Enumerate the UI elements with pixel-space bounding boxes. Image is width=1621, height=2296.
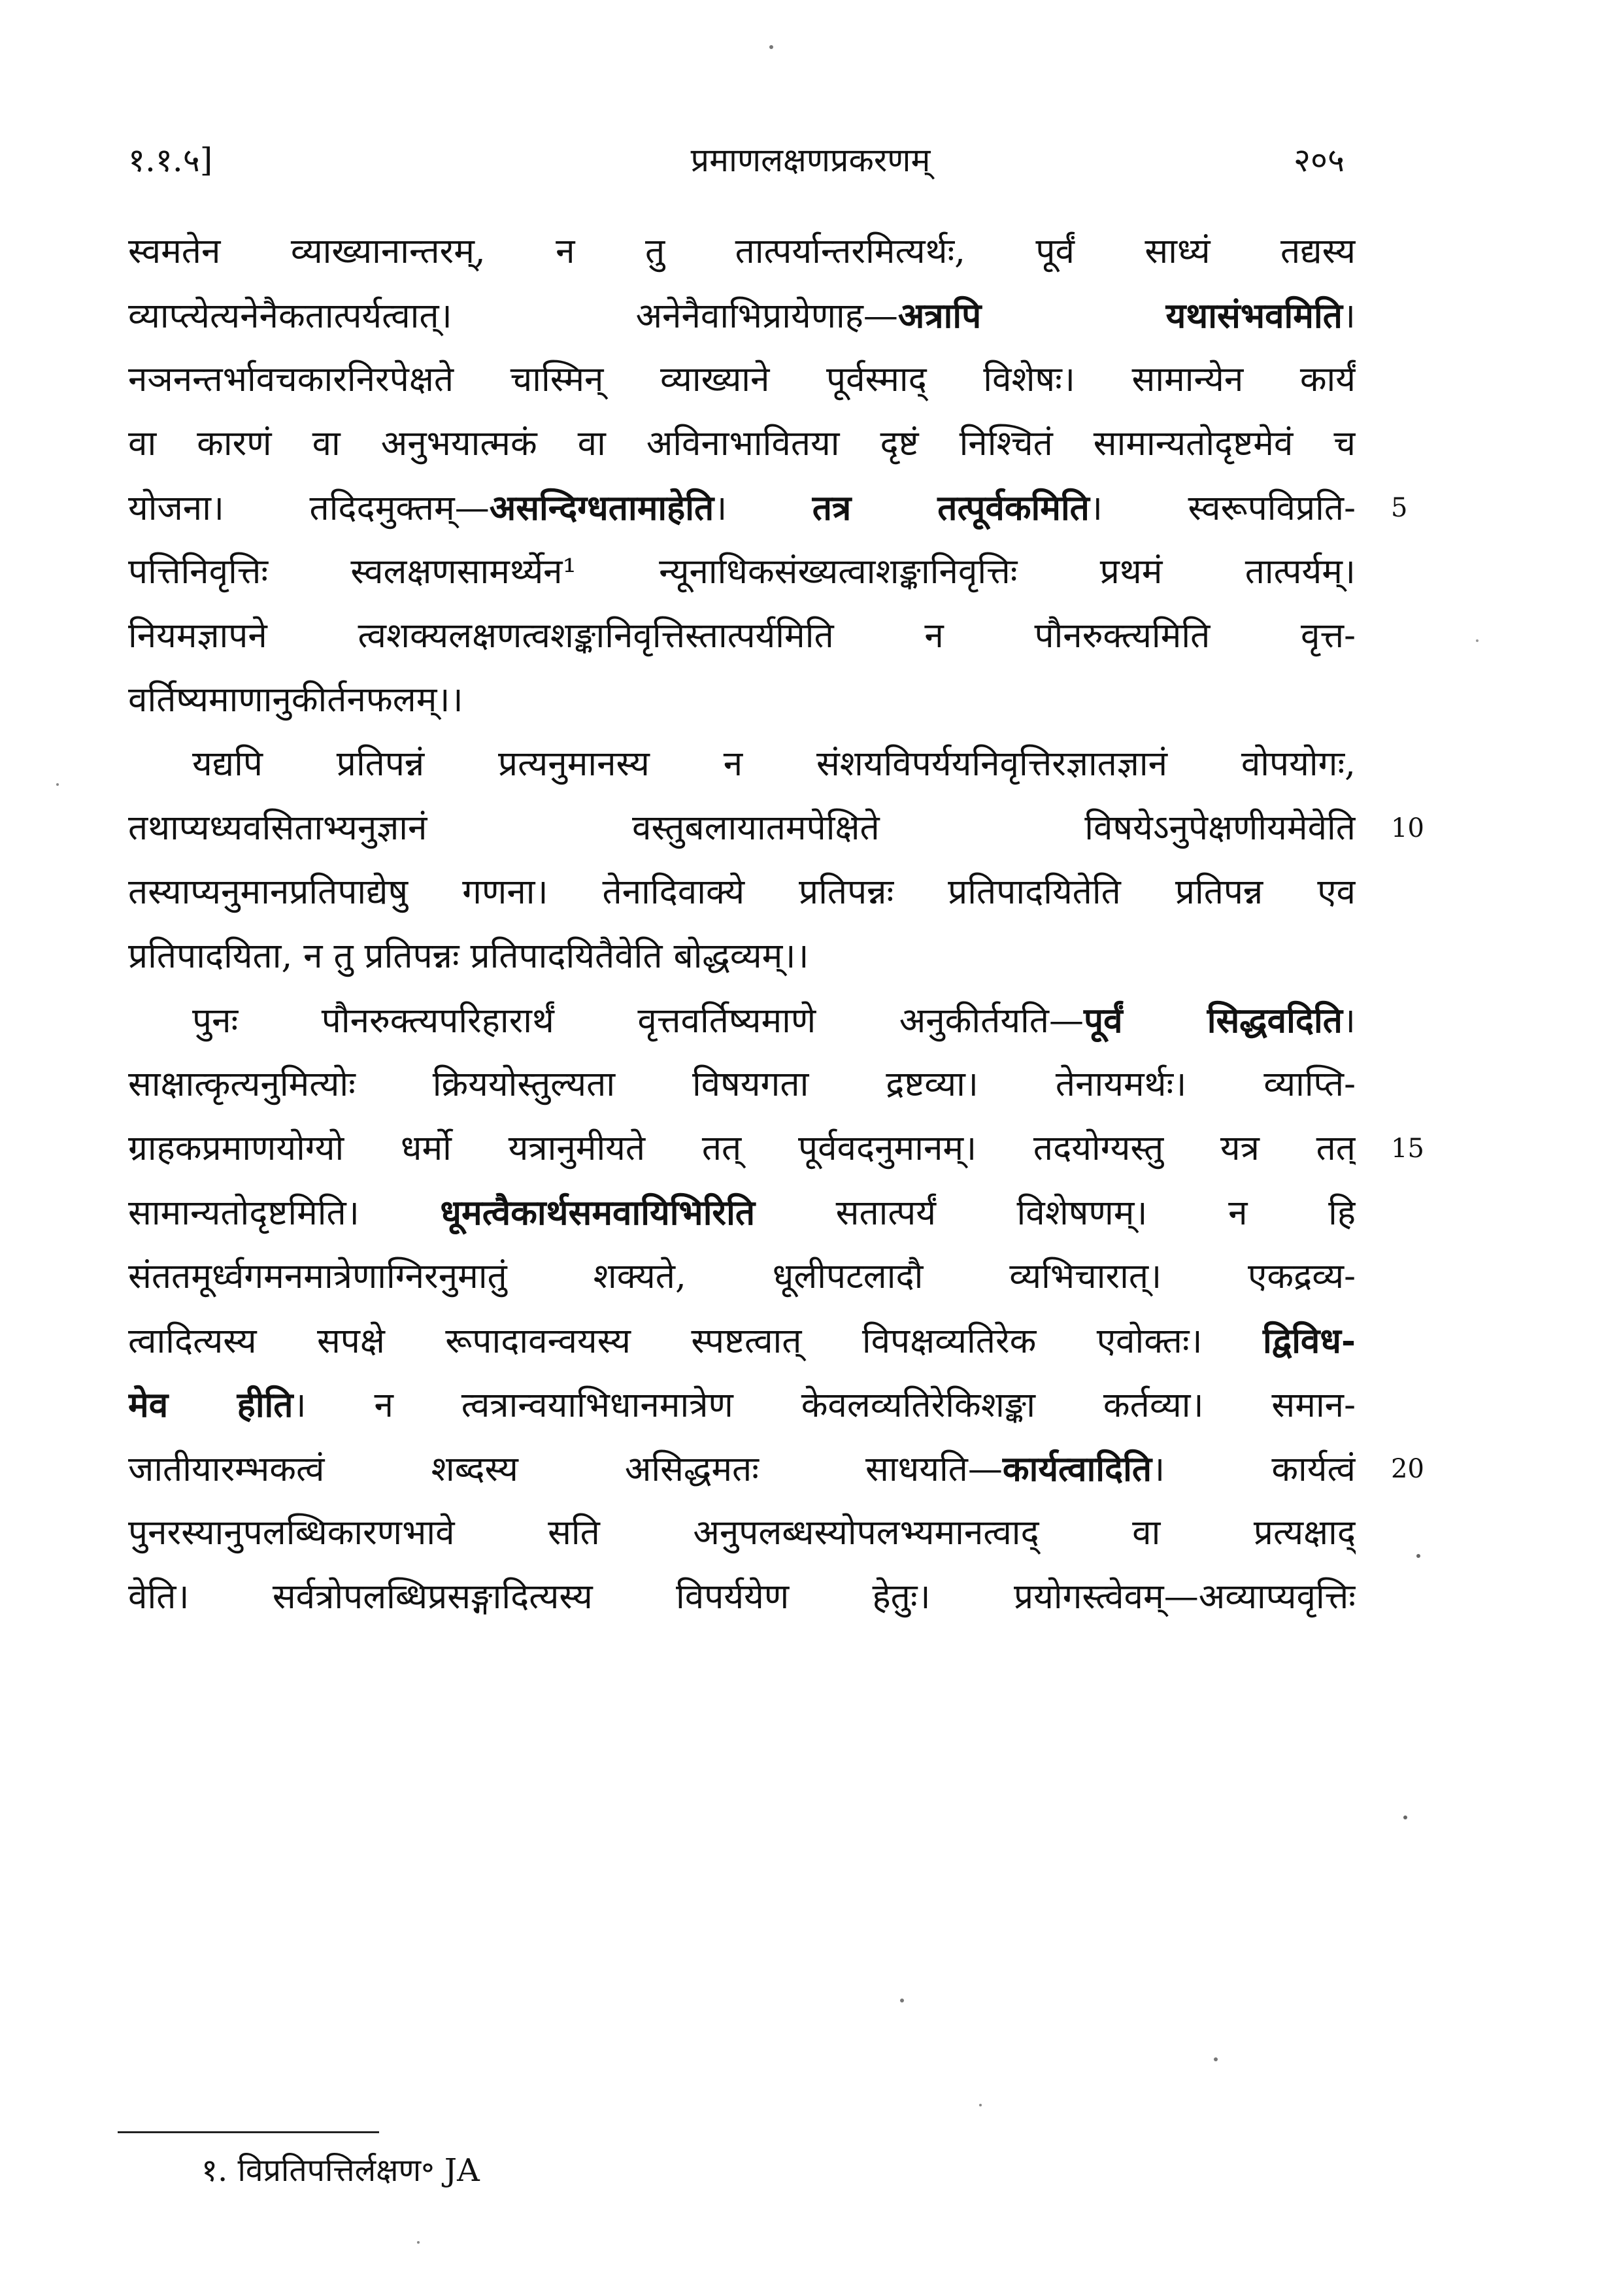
text-line [128,1058,1356,1111]
text-line [128,1315,1356,1367]
text-line [128,482,1356,534]
text-run: । [714,488,812,528]
text-run: प्रतिपादयिता, न तु प्रतिपन्नः प्रतिपादयितैवेति बोद्धव्यम्।। [128,936,809,976]
text-run: । न त्वत्रान्वयाभिधानमात्रेण केवलव्यतिरेकिशङ्का कर्तव्या। समान- [293,1385,1356,1425]
bold-lemma: द्विविध- [1263,1321,1356,1361]
text-line [128,1379,1356,1431]
text-line [128,226,1356,278]
text-run: तथाप्यध्यवसिताभ्यनुज्ञानं वस्तुबलायातमपेक्षिते विषयेऽनुपेक्षणीयमेवेति [128,808,1356,848]
text-run: वा कारणं वा अनुभयात्मकं वा अविनाभावितया दृष्टं निश्चितं सामान्यतोदृष्टमेवं च [128,424,1356,464]
text-run: । [1342,1001,1356,1041]
text-line [128,1507,1356,1559]
bold-lemma: मेव हीति [128,1385,293,1425]
line-number: 20 [1391,1454,1424,1484]
text-line [128,802,1356,854]
text-line [128,610,1356,662]
section-reference: १.१.५] [128,141,213,179]
text-run: वेति। सर्वत्रोपलब्धिप्रसङ्गादित्यस्य विपर्ययेण हेतुः। प्रयोगस्त्वेवम्—अव्याप्यवृत्तिः [128,1577,1356,1617]
text-line [128,674,1356,726]
text-run: । [1342,296,1356,336]
line-number: 15 [1391,1134,1424,1164]
text-run: त्वादित्यस्य सपक्षे रूपादावन्वयस्य स्पष्टत्वात् विपक्षव्यतिरेक एवोक्तः। [128,1321,1263,1361]
line-number: 5 [1391,493,1408,523]
text-run: सतात्पर्यं विशेषणम्। न हि [755,1193,1356,1233]
text-run: व्याप्त्येत्यनेनैकतात्पर्यत्वात्। अनेनैवाभिप्रायेणाह— [128,296,898,336]
text-line [128,354,1356,406]
line-number: 10 [1391,813,1424,843]
text-line [128,1571,1356,1623]
text-run: ग्राहकप्रमाणयोग्यो धर्मो यत्रानुमीयते तत् पूर्ववदनुमानम्। तदयोग्यस्तु यत्र तत् [128,1128,1356,1168]
text-line [128,1123,1356,1175]
text-line [128,866,1356,919]
text-line [128,546,1356,598]
text-line [128,1251,1356,1303]
bold-lemma: तत्र तत्पूर्वकमिति [812,488,1090,528]
text-line [128,1187,1356,1239]
text-run: नियमज्ञापने त्वशक्यलक्षणत्वशङ्कानिवृत्तिस्तात्पर्यमिति न पौनरुक्त्यमिति वृत्त- [128,616,1356,656]
text-run: । स्वरूपविप्रति- [1089,488,1356,528]
text-run: तस्याप्यनुमानप्रतिपाद्येषु गणना। तेनादिवाक्ये प्रतिपन्नः प्रतिपादयितेति प्रतिपन्न एव [128,872,1356,912]
text-run: पुनः पौनरुक्त्यपरिहारार्थं वृत्तवर्तिष्यमाणे अनुकीर्तयति— [192,1001,1084,1041]
bold-lemma: असन्दिग्धतामाहेति [489,488,714,528]
text-run: पुनरस्यानुपलब्धिकारणभावे सति अनुपलब्धस्योपलभ्यमानत्वाद् वा प्रत्यक्षाद् [128,1513,1356,1553]
text-run: सामान्यतोदृष्टमिति। [128,1193,441,1233]
text-line [128,418,1356,470]
footnote-rule [118,2131,379,2133]
bold-lemma: कार्यत्वादिति [1002,1449,1152,1489]
text-run: । कार्यत्वं [1152,1449,1356,1489]
text-line [128,930,1356,983]
text-run: वर्तिष्यमाणानुकीर्तनफलम्।। [128,680,463,720]
text-line [128,738,1356,790]
text-run: योजना। तदिदमुक्तम्— [128,488,490,528]
text-run: जातीयारम्भकत्वं शब्दस्य असिद्धमतः साधयति— [128,1449,1003,1489]
footnote: १. विप्रतिपत्तिर्लक्षण॰ JA [201,2152,480,2189]
page-number: २०५ [1294,141,1345,179]
bold-lemma: धूमत्वैकार्थसमवायिभिरिति [440,1192,756,1233]
text-line [128,1443,1356,1495]
text-run: नञनन्तर्भावचकारनिरपेक्षते चास्मिन् व्याख्याने पूर्वस्माद् विशेषः। सामान्येन कार्यं [128,360,1356,399]
bold-lemma: अत्रापि यथासंभवमिति [897,295,1343,336]
text-run: पत्तिनिवृत्तिः स्वलक्षणसामर्थ्येन¹ न्यूनाधिकसंख्यत्वाशङ्कानिवृत्तिः प्रथमं तात्पर्यम्। [128,552,1356,592]
bold-lemma: पूर्वं सिद्धवदिति [1084,1000,1343,1041]
text-run: संततमूर्ध्वगमनमात्रेणाग्निरनुमातुं शक्यते, धूलीपटलादौ व्यभिचारात्। एकद्रव्य- [128,1257,1356,1296]
text-run: स्वमतेन व्याख्यानान्तरम्, न तु तात्पर्यान्तरमित्यर्थः, पूर्वं साध्यं तद्यस्य [128,231,1356,271]
text-run: साक्षात्कृत्यनुमित्योः क्रिययोस्तुल्यता विषयगता द्रष्टव्या। तेनायमर्थः। व्याप्ति- [128,1064,1356,1104]
text-line [128,994,1356,1047]
running-title: प्रमाणलक्षणप्रकरणम् [690,141,931,179]
text-run: यद्यपि प्रतिपन्नं प्रत्यनुमानस्य न संशयविपर्ययनिवृत्तिरज्ञातज्ञानं वोपयोगः, [192,744,1356,784]
text-line [128,290,1356,342]
